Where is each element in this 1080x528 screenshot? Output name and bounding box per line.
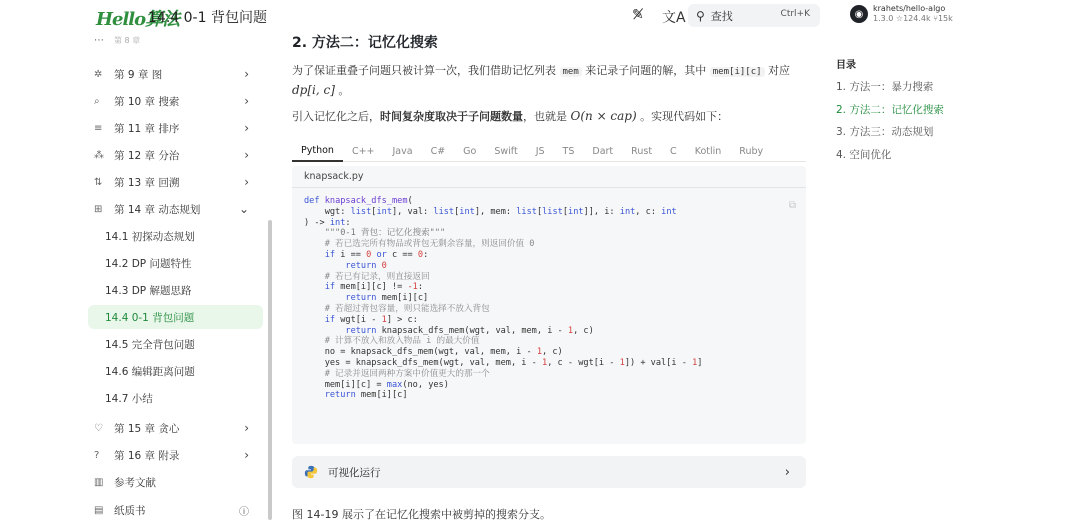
code-filename: knapsack.py [292,166,806,188]
sidebar-item-ch12[interactable] [88,143,263,167]
sidebar-item-label: 纸质书 [114,504,146,517]
repo-stats: 1.3.0 ☆124.4k ⑂15k [873,14,953,23]
sidebar-item-ch10[interactable] [88,89,263,113]
info-icon: ⓘ [239,506,249,518]
sidebar-item-label: 第 13 章 回溯 [114,176,180,189]
paragraph-complexity [292,107,804,126]
sidebar-item-label: 第 16 章 附录 [114,449,180,462]
tab-python[interactable]: Python [292,140,343,162]
table-of-contents [836,56,1036,169]
chevron-right-icon: › [244,148,249,162]
github-icon: ◉ [850,5,868,23]
sidebar-item-label: 第 14 章 动态规划 [114,203,201,216]
tab-kotlin[interactable]: Kotlin [694,145,722,157]
tab-dart[interactable]: Dart [592,145,614,157]
chevron-right-icon: › [244,67,249,81]
sidebar-subitem-14-2[interactable]: 14.2 DP 问题特性 [105,257,192,270]
sidebar-item-references[interactable] [88,470,263,494]
chevron-right-icon: › [784,464,790,480]
inline-code: mem[i][c] [710,67,765,77]
translate-icon[interactable]: 文A [662,10,686,26]
tab-go[interactable]: Go [463,145,477,157]
sidebar-item-ch15[interactable] [88,416,263,440]
tab-js[interactable]: JS [535,145,545,157]
figure-caption: 图 14-19 展示了在记忆化搜索中被剪掉的搜索分支。 [292,508,551,521]
copy-icon[interactable]: ⧉ [788,200,796,211]
greedy-icon: ♡ [94,422,103,434]
toc-title: 目录 [836,60,856,71]
theme-toggle-icon[interactable]: ✎̸ [632,7,644,23]
sidebar-subitem-14-7[interactable]: 14.7 小结 [105,392,153,405]
references-icon: ▥ [94,476,104,488]
sidebar-item-label: 第 9 章 图 [114,68,163,81]
tab-cpp[interactable]: C++ [351,145,375,157]
sidebar-scrollbar[interactable] [268,220,272,520]
backtrack-icon: ⇅ [94,176,103,188]
sidebar-item-ch14[interactable] [88,197,263,221]
toc-item-brute-force[interactable]: 1. 方法一：暴力搜索 [836,81,934,93]
tab-ts[interactable]: TS [562,145,575,157]
sidebar-subitem-14-4[interactable]: 14.4 0-1 背包问题 [88,305,263,329]
repo-name: krahets/hello-algo [873,4,946,13]
sidebar-subitem-14-3[interactable]: 14.3 DP 解题思路 [105,284,192,297]
sidebar-item-label: 第 11 章 排序 [114,122,180,135]
sort-icon: ≡ [94,122,103,134]
visualize-run-button[interactable] [292,456,806,488]
bold-text: 时间复杂度取决于子问题数量 [380,110,523,123]
chevron-down-icon: ⌄ [238,202,249,216]
chevron-right-icon: › [244,175,249,189]
sidebar-item-label: 第 10 章 搜索 [114,95,180,108]
tab-java[interactable]: Java [392,145,413,157]
toc-item-space-opt[interactable]: 4. 空间优化 [836,148,892,161]
math-dp: dp[i, c] [292,83,335,97]
search-placeholder: 查找 [710,9,733,23]
text: 。 [334,84,350,97]
language-tabs [292,140,806,162]
paragraph-memo [292,62,804,100]
chevron-right-icon: › [244,94,249,108]
tab-swift[interactable]: Swift [494,145,518,157]
sidebar-item-paper-book[interactable] [88,498,263,522]
dp-icon: ⊞ [94,203,103,215]
sidebar-item-label: 参考文献 [114,476,156,489]
toc-item-dp[interactable]: 3. 方法三：动态规划 [836,126,934,138]
sidebar-item-ch16[interactable] [88,443,263,467]
divide-icon: ⁂ [94,149,104,161]
search-icon: ⚲ [696,8,705,23]
list-icon: ⋯ [94,34,104,46]
text: 引入记忆化之后， [292,110,380,123]
sidebar-item-ch11[interactable] [88,116,263,140]
sidebar-item-label: 第 15 章 贪心 [114,422,180,435]
github-repo-link[interactable] [850,4,953,24]
site-logo[interactable]: Hello算法 [96,9,180,30]
section-heading: 2. 方法二：记忆化搜索 [292,35,438,51]
search-shortcut: Ctrl+K [780,9,810,19]
sidebar-item-cut[interactable]: ⋯ 第 8 章 [94,34,141,46]
inline-code: mem [560,67,582,77]
sidebar-item-ch13[interactable] [88,170,263,194]
text: ，也就是 [523,110,571,123]
toc-item-memoization[interactable]: 2. 方法二：记忆化搜索 [836,103,944,116]
search-input[interactable] [688,4,820,27]
chevron-right-icon: › [244,421,249,435]
sidebar-item-label: 第 12 章 分治 [114,149,180,162]
book-icon: ▤ [94,504,104,516]
math-complexity: O(n × cap) [570,109,637,123]
code-content: def knapsack_dfs_mem( wgt: list[int], val: list[int], mem: list[list[int]], i: int, c: int ) -> int: """0-1 背包：记忆化搜索""" # 若已选完所有物品或背包无剩余容量，则返回价值 0 if i == 0 or c == 0: return 0 # 若已有记录，则直接返回 if mem[i][c] != -1: return mem[i][c] # 若超过背包容量，则只能选择不放入背包 if wgt[i - 1] > c: return knapsack_dfs_mem(wgt, val, mem, i - 1, c) # 计算不放入和放入物品 i 的最大价值 no = knapsack_dfs_mem(wgt, val, mem, i - 1, c) yes = knapsack_dfs_mem(wgt, val, mem, i - 1, c - wgt[i - 1]) + val[i - 1] # 记录并返回两种方案中价值更大的那一个 mem[i][c] = max(no, yes) return mem[i][c] [304,196,703,401]
page-title: 14.4 0-1 背包问题 [148,10,267,26]
text: 。实现代码如下： [636,110,729,123]
code-block [292,166,806,444]
sidebar-nav [88,32,268,528]
tab-ruby[interactable]: Ruby [739,145,764,157]
sidebar-subitem-14-5[interactable]: 14.5 完全背包问题 [105,338,195,351]
chevron-right-icon: › [244,121,249,135]
search-icon: ⌕ [94,95,100,107]
appendix-icon: ? [94,449,100,461]
tab-rust[interactable]: Rust [631,145,653,157]
text: 来记录子问题的解，其中 [581,64,710,77]
python-icon [304,465,318,479]
top-header [0,0,1080,32]
tab-csharp[interactable]: C# [430,145,446,157]
text: 对应 [764,64,791,77]
text: 为了保证重叠子问题只被计算一次，我们借助记忆列表 [292,64,560,77]
sidebar-subitem-14-6[interactable]: 14.6 编辑距离问题 [105,365,195,378]
sidebar-subitem-14-1[interactable]: 14.1 初探动态规划 [105,230,195,243]
tab-c[interactable]: C [670,145,677,157]
graph-icon: ✲ [94,68,103,80]
sidebar-item-ch9[interactable] [88,62,263,86]
visualize-run-label: 可视化运行 [328,466,381,479]
chevron-right-icon: › [244,448,249,462]
